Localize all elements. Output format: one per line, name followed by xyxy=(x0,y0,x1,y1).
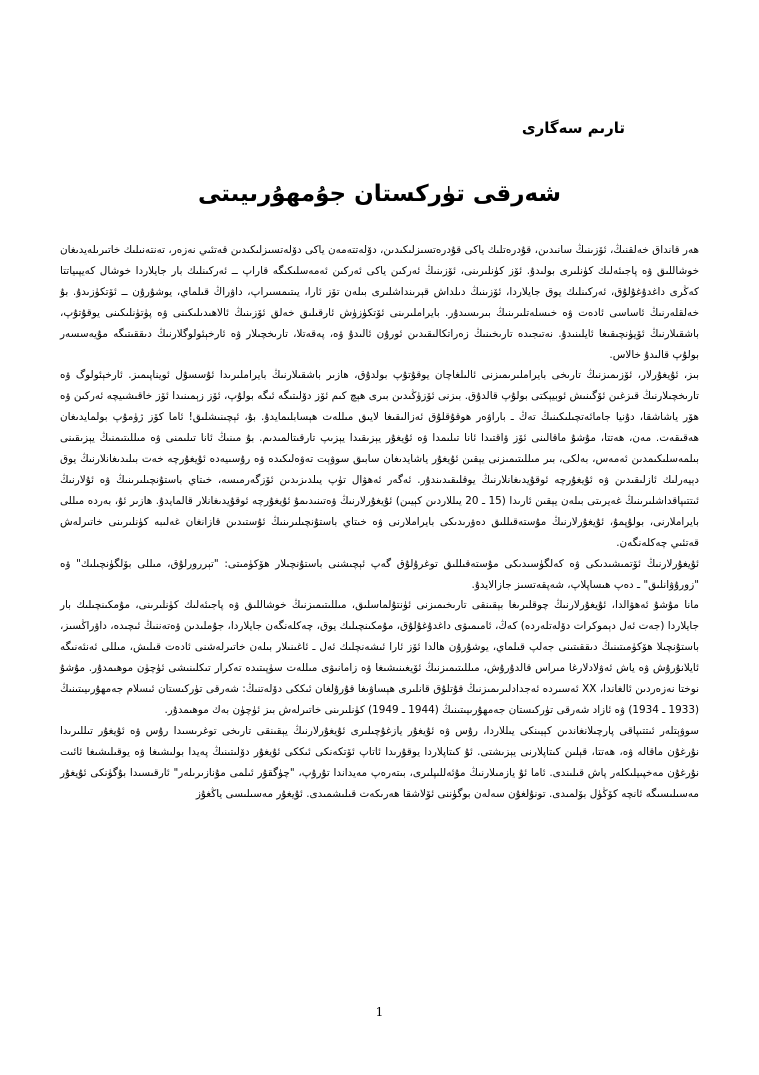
author-name: تارىم سەگارى xyxy=(521,119,625,137)
page-number: 1 xyxy=(375,1005,384,1019)
paragraph-3: ئۇيغۇرلارنىڭ ئۆتمىشىدىكى ۋە كەلگۈسىدىكى مۇستەقىللىق توغرۇلۇق گەپ ئېچىشنى باستۇنچىلار ھۆكۈمىتى: "تېررورلۇق، مىللى بۆلگۈنچىلىك" ۋە "زورۇۋانلىق" ـ دەپ ھىساپلاپ، شەپقەتسىز جازالايدۇ. xyxy=(60,557,699,591)
paragraph-5: سوۋېتلەر ئىتتىپاقى پارچىلانغاندىن كېيىنكى يىللاردا، رۇس ۋە ئۇيغۇر يازغۇچىلىرى ئۇيغۇرلارنىڭ يېقىنقى تارىخى توغرىسىدا رۇس ۋە ئۇيغۇر تىللىرىدا نۇرغۇن ماقالە ۋە، ھەتتا، قېلىن كىتاپلارنى يېزىشتى. ئۇ كىتاپلاردا يوقۇرىدا ئاتاپ ئۆتكەنكى ئىككى ئۇيغۇر دۆلىتىنىڭ پەيدا بولىشىغا ۋە يوقىلىشىغا ئائىت نۇرغۇن مەخپىيلىكلەر پاش قىلىندى. ئاما ئۇ يازمىلارنىڭ مۇئەللىپلىرى، بىتەرەپ مەيداندا تۇرۇپ، "چۈگقۇر ئىلمى مۇنازىرىلەر" ئارقىسىدا بۇگۈنكى ئۇيغۇر مەسىلىسىگە ئانچە كۆڭۈل بۆلمىدى. تونۇلغۇن سەلەن بوگۈننى ئۆلاشقا ھەرىكەت قىلىشمىدى. ئۇيغۇر مەسىلىسى ياڭغۇز xyxy=(60,724,699,800)
article-body xyxy=(60,240,699,804)
paragraph-1: ھەر قانداق خەلقنىڭ، ئۆزىنىڭ سانىدىن، قۇدرەتلىك ياكى قۇدرەتسىزلىكىدىن، دۆلەتتەمەن ياكى دۆلەتسىزلىكىدىن قەتئىي نەزەر، تەنتەنىلىك خاتىرىلەيدىغان خوشاللىق ۋە پاجىئەلىك كۈنلىرى بولىدۇ. ئۆز كۈنلىرىنى، ئۆزىنىڭ ئەركىن ياكى ئەركىن ئەمەسلىكىگە قاراپ ــ ئەركىنلىك بار جايلاردا خوشال كەيپىياتتا كەڭرى داغدۇغۇلۇق، ئەركىنلىك يوق جايلاردا، ئۆزىنىڭ دىلداش قېرىنداشلىرى بىلەن تۆز ئارا، يىتىمسىراپ، داۋراڭ قىلماي، يوشۇرۇن ــ ئۆتكۈزىدۇ. بۇ خەلقلەرنىڭ ئاساسى ئادەت ۋە خىسلەتلىرىنىڭ بىرىسىدۇر. بايراملىرىنى ئۆتكۈزۈش ئارقىلىق خەلق ئۆزىنىڭ ئالاھىدىلىكىنى ۋە پۈتۈنلىكىنى يوقۇتۇپ، باشقىلارنىڭ ئۆيۈنچىقىغا ئايلىنىدۇ. نەتىجىدە تارىخىنىڭ زەراتكالىقىدىن ئورۇن ئالىدۇ ۋە، پەقەتلا، تارىخچىلار ۋە ئارخېئولوگلارنىڭ دىققىتىگە مۇيەسسەر بولۇپ قالىدۇ خالاس. xyxy=(60,244,699,361)
paragraph-4: مانا مۇشۇ ئەھۋالدا، ئۇيغۇرلارنىڭ چوقلىرىغا بېقىنقى تارىخىمىزنى ئۈنتۇلماسلىق، مىللىتىمىزنىڭ خوشاللىق ۋە پاجىئەلىك كۈنلىرىنى، مۇمكىنچىلىك بار جايلاردا (جەت ئەل دېموكرات دۆلەتلەردە) كەڭ، ئامىمىۋى داغدۇغۇلۇق، مۇمكىنچىلىك يوق، چەكلەنگەن جايلاردا، جۇملىدىن ۋەتەننىڭ ئىچىدە، داۋراڭسىز، باستۇنچىلا ھۆكۈمىتىنىڭ دىققىتىنى جەلپ قىلماي، يوشۇرۇن ھالدا ئۆز ئارا ئىشەنچلىك ئەل ـ ئاغىنىلار بىلەن خاتىرلەشنى ئادەت قىلىش، مىللى ئەنئەنىگە ئايلانۇرۇش ۋە ياش ئەۋلادلارغا مىراس قالدۇرۇش، مىللىتىمىزنىڭ ئۆيغىنىشىغا ۋە زامانىۋى مىللەت سۈپىتىدە تەكرار تىكلىنىشى ئۈچۈن موھىمدۇر. مۇشۇ نوختا نەزەردىن ئالغاندا، XX ئەسىردە ئەجدادلىرىمىزنىڭ قۇتلۇق قانلىرى ھېساۋىغا قۇرۇلغان ئىككى دۆلەتنىڭ: شەرقى تۈركىستان ئىسلام جەمھۇرىيىتىنىڭ (1933 ـ 1934) ۋە ئازاد شەرقى تۈركىستان جەمھۇرىيىتىنىڭ (1944 ـ 1949) كۈنلىرىنى خاتىرلەش بىز ئۈچۈن بەك موھىمدۇر. xyxy=(60,599,699,716)
paragraph-2: بىز، ئۇيغۇرلار، ئۆزىمىزنىڭ تارىخى بايراملىرىمىزنى ئالىلغاچان يوقۇتۇپ بولدۇق، ھازىر باشقىلارنىڭ بايراملىرىدا ئۇسسۇل ئويناپىمىز. ئارخېئولوگ ۋە تارىخچىلارنىڭ قىزغىن ئۆگىنىش ئوبيېكتى بولۇپ قالدۇق. بىزنى ئۆزۈڭىدىن بىرى ھېچ كىم ئۆز دۆلىتىگە ئىگە بولۇپ، ئۆز زېمىنىدا ئۆز خاقىشىيچە ئەركىن ۋە ھۆر ياشاشقا، دۇنيا جامائەتچىلىكىنىڭ تەڭ ـ باراۋەر ھوقۇقلۇق ئەزالىقىغا لايىق مىللەت ھېسابلىمايدۇ. بۇ، ئېچىنىشلىق! ئاما كۆز ژۈمۇپ بولمايدىغان ھەقىقەت. مەن، ھەتتا، مۇشۇ ماقالىنى ئۆز ۋاقتىدا ئانا تىلىمدا ۋە ئۇيغۇر يېزىقىدا يېزىپ تارقىتالمىدىم. بۇ مىنىڭ ئانا تىلىمنى ۋە مىللىتىمنىڭ يېزىقىنى بىلمەسلىكىمدىن ئەمەس، بەلكى، بىر مىللىتىمىزنى يېقىن ئۇيغۇر ياشايدىغان سابىق سوۋېت تەۋەلىكىدە ۋە رۇسىيەدە ئۇيغۇرچە خەت بىلىدىغانلارنىڭ يوق دېيەرلىك ئازلىقىدىن ۋە ئۇيغۇرچە ئوقۇيدىغانلارنىڭ يوقلىقىدىندۇر. ئەگەر ئەھۋال تۈپ يىلدىزىدىن ئۆزگەرمىسە، خىتاي باستۇنچىلىرىنىڭ ۋە ئۇلارنىڭ ئىتتىپاقداشلىرىنىڭ غەيرىتى بىلەن يېقىن ئارىدا (15 ـ 20 يىللاردىن كېيىن) ئۇيغۇرلارنىڭ ۋەتىنىدىمۇ ئۇيغۇرچە ئوقۇيدىغانلار قالمايدۇ. ھازىر ئۇ، بەردە مىللى بايراملارنى، بولۇپمۇ، ئۇيغۇرلارنىڭ مۇستەقىللىق دەۋرىدىكى بايراملارنى ۋە خىتاي باستۇنچىلىرىنىڭ ئۇستىدىن قازانغان غەلىبە كۈنلىرىنى خاتىرلەش قەتئىي چەكلەنگەن. xyxy=(60,369,699,549)
article-title: شەرقى تۈركستان جۇمھۇرىيىتى xyxy=(197,181,562,207)
